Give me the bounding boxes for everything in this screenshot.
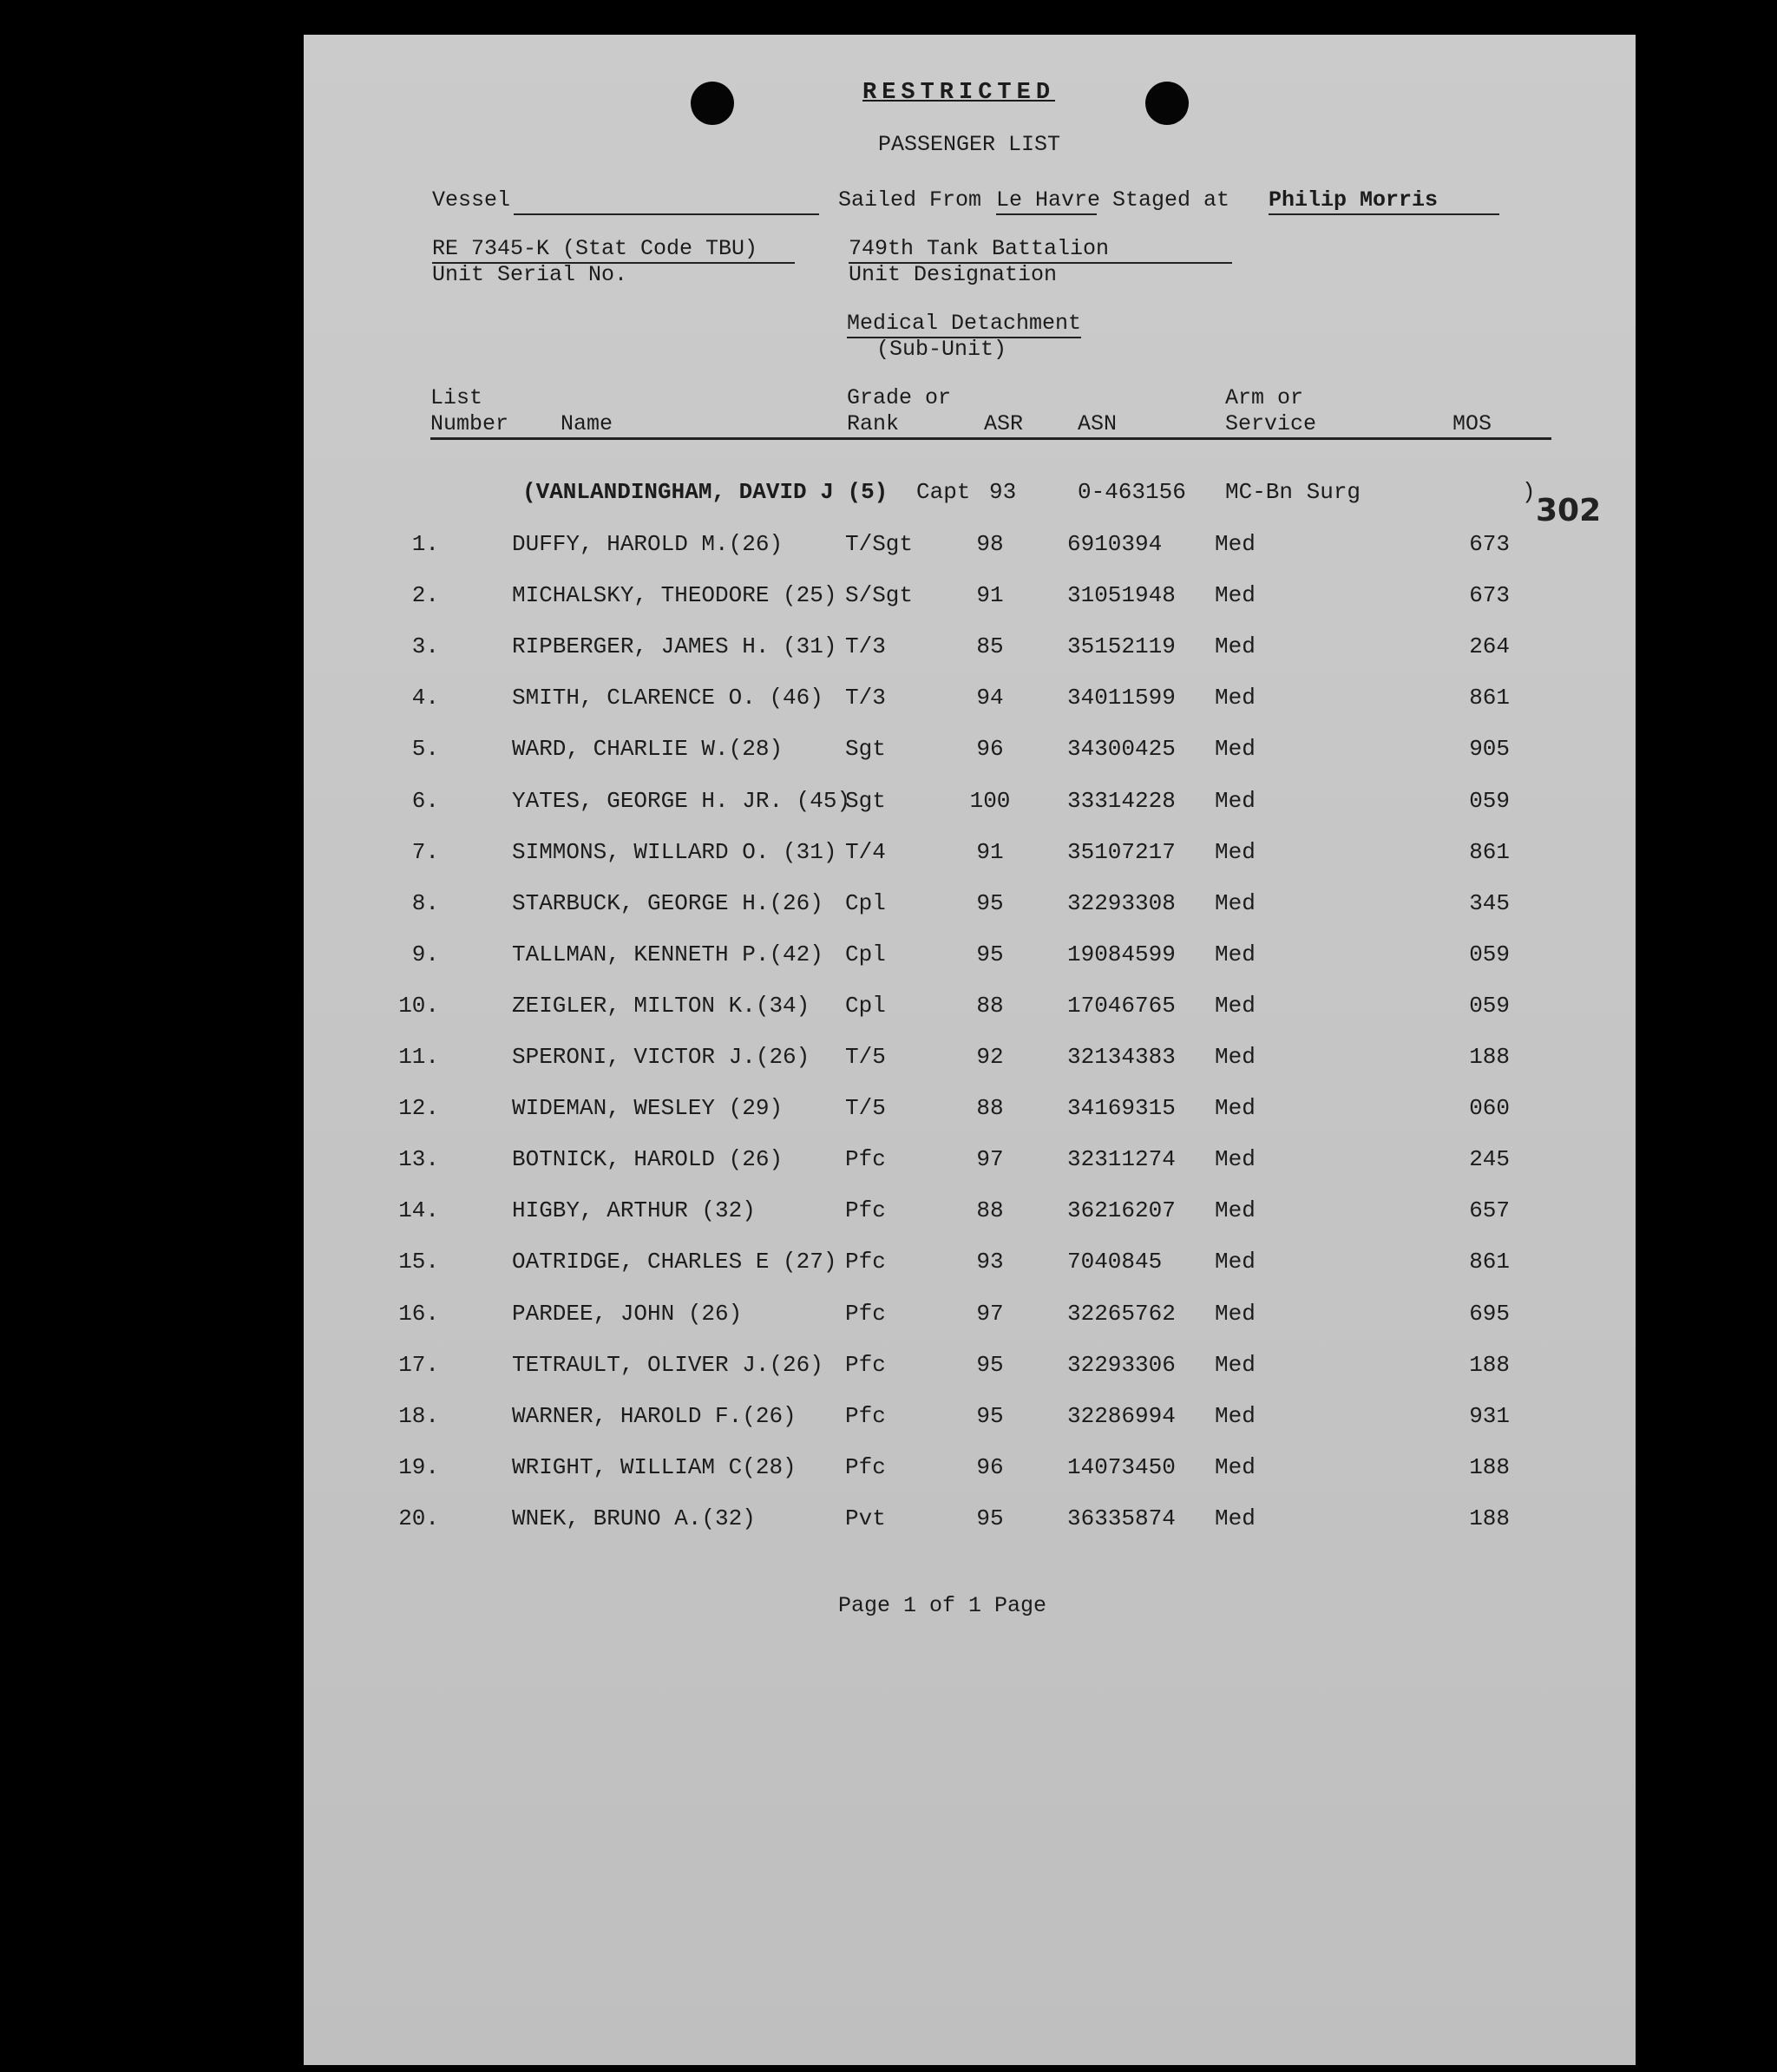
asn-number: 32293308 [1067,890,1176,916]
table-row [304,1144,1636,1174]
passenger-name: MICHALSKY, THEODORE (25) [512,582,837,608]
mos-code: 861 [1469,685,1510,711]
mos-code: 245 [1469,1146,1510,1172]
passenger-name: WARD, CHARLIE W.(28) [512,736,784,762]
asn-number: 7040845 [1067,1249,1163,1275]
grade-rank: S/Sgt [845,582,914,608]
grade-rank: Pfc [845,1249,886,1275]
staged-at-value: Philip Morris [1269,187,1499,215]
arm-service: Med [1215,788,1256,814]
grade-rank: Pfc [845,1454,886,1480]
asn-number: 34169315 [1067,1095,1176,1121]
list-number: 16. [398,1301,439,1327]
sub-unit-value: Medical Detachment [847,311,1081,338]
asn-number: 36216207 [1067,1197,1176,1223]
table-row [304,1196,1636,1225]
table-row [304,1247,1636,1276]
grade-rank: Pfc [845,1146,886,1172]
officer-close-paren: ) [1522,479,1536,505]
col-asr: ASR [984,411,1024,436]
asn-number: 19084599 [1067,941,1176,967]
asn-number: 33314228 [1067,788,1176,814]
vessel-value [514,187,819,215]
passenger-name: WARNER, HAROLD F.(26) [512,1403,797,1429]
arm-service: Med [1215,531,1256,557]
table-row [304,1401,1636,1431]
list-number: 2. [411,582,439,608]
asr-score: 95 [976,890,1004,916]
mos-code: 931 [1469,1403,1510,1429]
asr-score: 93 [976,1249,1004,1275]
asn-number: 32311274 [1067,1146,1176,1172]
passenger-name: ZEIGLER, MILTON K.(34) [512,993,810,1019]
mos-code: 188 [1469,1352,1510,1378]
passenger-name: SPERONI, VICTOR J.(26) [512,1044,810,1070]
grade-rank: Cpl [845,993,886,1019]
asr-score: 100 [969,788,1011,814]
officer-grade: Capt [916,479,971,505]
sailed-from-label: Sailed From [838,187,982,213]
table-row [304,529,1636,559]
document-page [304,35,1636,2065]
passenger-name: YATES, GEORGE H. JR. (45) [512,788,851,814]
mos-code: 657 [1469,1197,1510,1223]
mos-code: 059 [1469,941,1510,967]
table-row [304,940,1636,969]
classification-heading: RESTRICTED [862,80,1056,106]
list-number: 4. [411,685,439,711]
asr-score: 96 [976,736,1004,762]
sub-unit-label: (Sub-Unit) [876,337,1007,362]
passenger-name: WNEK, BRUNO A.(32) [512,1505,756,1531]
table-row [304,837,1636,867]
grade-rank: Cpl [845,890,886,916]
arm-service: Med [1215,1352,1256,1378]
asn-number: 6910394 [1067,531,1163,557]
page-stamp-number: 302 [1536,493,1602,528]
asn-number: 14073450 [1067,1454,1176,1480]
list-number: 12. [398,1095,439,1121]
passenger-name: TALLMAN, KENNETH P.(42) [512,941,823,967]
mos-code: 188 [1469,1454,1510,1480]
grade-rank: T/5 [845,1044,886,1070]
grade-rank: Pfc [845,1403,886,1429]
grade-rank: T/Sgt [845,531,914,557]
grade-rank: Sgt [845,736,886,762]
arm-service: Med [1215,1505,1256,1531]
list-number: 6. [411,788,439,814]
asr-score: 97 [976,1301,1004,1327]
asr-score: 95 [976,1403,1004,1429]
passenger-name: OATRIDGE, CHARLES E (27) [512,1249,837,1275]
mos-code: 059 [1469,788,1510,814]
col-grade-line2: Rank [847,411,900,436]
asn-number: 34011599 [1067,685,1176,711]
grade-rank: Pfc [845,1352,886,1378]
asn-number: 32134383 [1067,1044,1176,1070]
asn-number: 31051948 [1067,582,1176,608]
mos-code: 060 [1469,1095,1510,1121]
passenger-name: RIPBERGER, JAMES H. (31) [512,633,837,659]
grade-rank: T/5 [845,1095,886,1121]
page-footer: Page 1 of 1 Page [838,1593,1047,1618]
col-arm-line1: Arm or [1225,385,1304,410]
asn-number: 32293306 [1067,1352,1176,1378]
list-number: 11. [398,1044,439,1070]
table-row [304,1042,1636,1072]
arm-service: Med [1215,1403,1256,1429]
asr-score: 95 [976,1505,1004,1531]
passenger-name: SMITH, CLARENCE O. (46) [512,685,823,711]
officer-row [304,477,1636,507]
mos-code: 059 [1469,993,1510,1019]
mos-code: 188 [1469,1505,1510,1531]
table-row [304,786,1636,816]
list-number: 20. [398,1505,439,1531]
table-row [304,683,1636,712]
passenger-name: PARDEE, JOHN (26) [512,1301,743,1327]
grade-rank: T/4 [845,839,886,865]
list-number: 18. [398,1403,439,1429]
arm-service: Med [1215,582,1256,608]
col-list-number-line1: List [430,385,483,410]
arm-service: Med [1215,839,1256,865]
arm-service: Med [1215,1197,1256,1223]
table-row [304,888,1636,918]
arm-service: Med [1215,1095,1256,1121]
asr-score: 98 [976,531,1004,557]
asr-score: 91 [976,839,1004,865]
asr-score: 88 [976,1197,1004,1223]
table-row [304,734,1636,764]
officer-asr: 93 [989,479,1017,505]
arm-service: Med [1215,1249,1256,1275]
list-number: 1. [411,531,439,557]
col-mos: MOS [1452,411,1492,436]
asr-score: 91 [976,582,1004,608]
asr-score: 92 [976,1044,1004,1070]
asn-number: 35152119 [1067,633,1176,659]
list-number: 19. [398,1454,439,1480]
list-number: 3. [411,633,439,659]
mos-code: 673 [1469,531,1510,557]
table-row [304,580,1636,610]
asr-score: 97 [976,1146,1004,1172]
list-number: 14. [398,1197,439,1223]
unit-designation-value: 749th Tank Battalion [849,236,1232,264]
mos-code: 861 [1469,839,1510,865]
table-row [304,991,1636,1020]
passenger-name: TETRAULT, OLIVER J.(26) [512,1352,823,1378]
grade-rank: Pvt [845,1505,886,1531]
arm-service: Med [1215,1301,1256,1327]
col-asn: ASN [1078,411,1118,436]
list-number: 17. [398,1352,439,1378]
col-list-number-line2: Number [430,411,509,436]
list-number: 5. [411,736,439,762]
punch-hole-right [1145,82,1189,125]
grade-rank: Pfc [845,1197,886,1223]
asr-score: 96 [976,1454,1004,1480]
officer-asn: 0-463156 [1078,479,1186,505]
officer-arm: MC-Bn Surg [1225,479,1361,505]
list-number: 13. [398,1146,439,1172]
passenger-name: SIMMONS, WILLARD O. (31) [512,839,837,865]
grade-rank: Cpl [845,941,886,967]
arm-service: Med [1215,890,1256,916]
officer-name: (VANLANDINGHAM, DAVID J (5) [522,479,888,505]
list-number: 9. [411,941,439,967]
table-row [304,1093,1636,1123]
unit-serial-value: RE 7345-K (Stat Code TBU) [432,236,795,264]
grade-rank: Pfc [845,1301,886,1327]
arm-service: Med [1215,1044,1256,1070]
mos-code: 695 [1469,1301,1510,1327]
vessel-label: Vessel [432,187,511,213]
mos-code: 264 [1469,633,1510,659]
passenger-name: DUFFY, HAROLD M.(26) [512,531,784,557]
arm-service: Med [1215,1454,1256,1480]
mos-code: 188 [1469,1044,1510,1070]
asn-number: 17046765 [1067,993,1176,1019]
asr-score: 95 [976,1352,1004,1378]
asn-number: 32286994 [1067,1403,1176,1429]
list-number: 7. [411,839,439,865]
col-grade-line1: Grade or [847,385,952,410]
passenger-name: HIGBY, ARTHUR (32) [512,1197,756,1223]
arm-service: Med [1215,993,1256,1019]
list-number: 8. [411,890,439,916]
unit-designation-label: Unit Designation [849,262,1058,287]
arm-service: Med [1215,1146,1256,1172]
table-row [304,1350,1636,1380]
asr-score: 88 [976,1095,1004,1121]
table-row [304,1504,1636,1533]
list-number: 15. [398,1249,439,1275]
asn-number: 36335874 [1067,1505,1176,1531]
asn-number: 35107217 [1067,839,1176,865]
grade-rank: T/3 [845,685,886,711]
mos-code: 345 [1469,890,1510,916]
mos-code: 861 [1469,1249,1510,1275]
asn-number: 32265762 [1067,1301,1176,1327]
passenger-name: STARBUCK, GEORGE H.(26) [512,890,823,916]
asn-number: 34300425 [1067,736,1176,762]
unit-serial-label: Unit Serial No. [432,262,628,287]
table-row [304,1452,1636,1482]
table-row [304,632,1636,661]
asr-score: 85 [976,633,1004,659]
table-row [304,1299,1636,1328]
staged-at-label: Staged at [1112,187,1230,213]
asr-score: 88 [976,993,1004,1019]
document-title: PASSENGER LIST [878,132,1061,157]
arm-service: Med [1215,633,1256,659]
passenger-name: WRIGHT, WILLIAM C(28) [512,1454,797,1480]
grade-rank: Sgt [845,788,886,814]
asr-score: 95 [976,941,1004,967]
header-rule [430,437,1551,440]
arm-service: Med [1215,941,1256,967]
list-number: 10. [398,993,439,1019]
passenger-name: WIDEMAN, WESLEY (29) [512,1095,784,1121]
grade-rank: T/3 [845,633,886,659]
passenger-name: BOTNICK, HAROLD (26) [512,1146,784,1172]
punch-hole-left [691,82,734,125]
mos-code: 905 [1469,736,1510,762]
arm-service: Med [1215,685,1256,711]
col-name: Name [561,411,613,436]
col-arm-line2: Service [1225,411,1317,436]
asr-score: 94 [976,685,1004,711]
arm-service: Med [1215,736,1256,762]
sailed-from-value: Le Havre [996,187,1097,215]
mos-code: 673 [1469,582,1510,608]
